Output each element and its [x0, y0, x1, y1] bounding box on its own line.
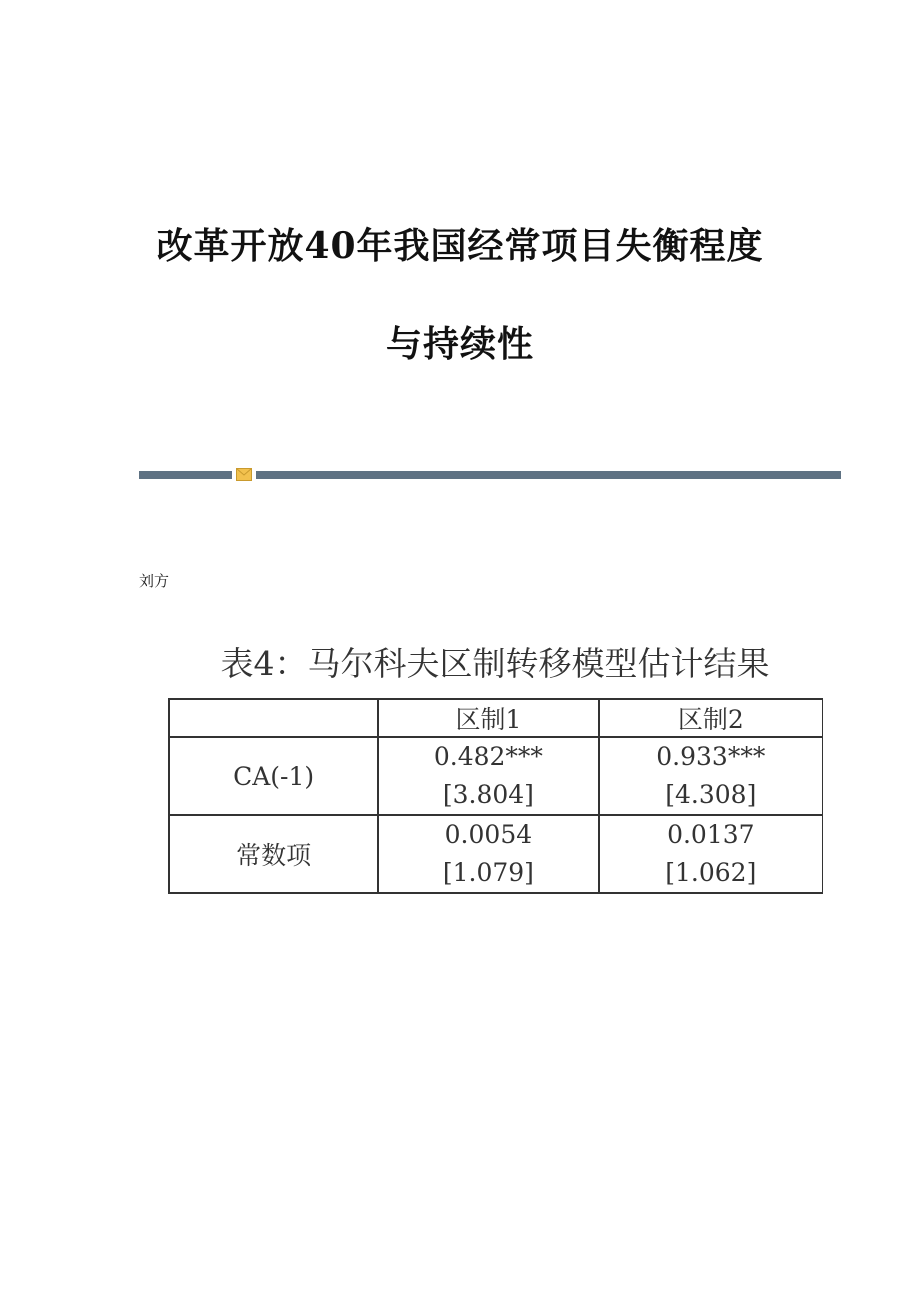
author-name: 刘方 — [139, 572, 170, 590]
table-row — [169, 815, 823, 893]
coefficient-value: 0.933*** — [656, 742, 766, 771]
table-header-row — [169, 699, 823, 737]
table-header-regime-1: 区制1 — [378, 699, 598, 737]
cell-ca-lag-regime-1 — [378, 737, 598, 815]
cell-constant-regime-1 — [378, 815, 598, 893]
title-divider-right — [256, 471, 841, 479]
title-divider-left — [139, 471, 232, 479]
row-label-constant: 常数项 — [169, 815, 378, 893]
estimation-results-table — [168, 698, 823, 894]
cell-ca-lag-regime-2 — [599, 737, 823, 815]
coefficient-value: 0.0137 — [667, 820, 755, 849]
cell-constant-regime-2 — [599, 815, 823, 893]
envelope-icon — [236, 468, 252, 481]
row-label-ca-lag: CA(-1) — [169, 737, 378, 815]
t-statistic-value: [1.079] — [442, 858, 534, 887]
t-statistic-value: [3.804] — [442, 780, 534, 809]
table-header-regime-2: 区制2 — [599, 699, 823, 737]
table-row — [169, 737, 823, 815]
document-title-line-1: 改革开放40年我国经常项目失衡程度 — [156, 225, 764, 267]
table-caption: 表4：马尔科夫区制转移模型估计结果 — [220, 644, 770, 683]
coefficient-value: 0.482*** — [433, 742, 543, 771]
document-title-line-2: 与持续性 — [385, 323, 534, 365]
table-header-empty — [169, 699, 378, 737]
t-statistic-value: [4.308] — [665, 780, 757, 809]
coefficient-value: 0.0054 — [444, 820, 533, 849]
t-statistic-value: [1.062] — [665, 858, 757, 887]
